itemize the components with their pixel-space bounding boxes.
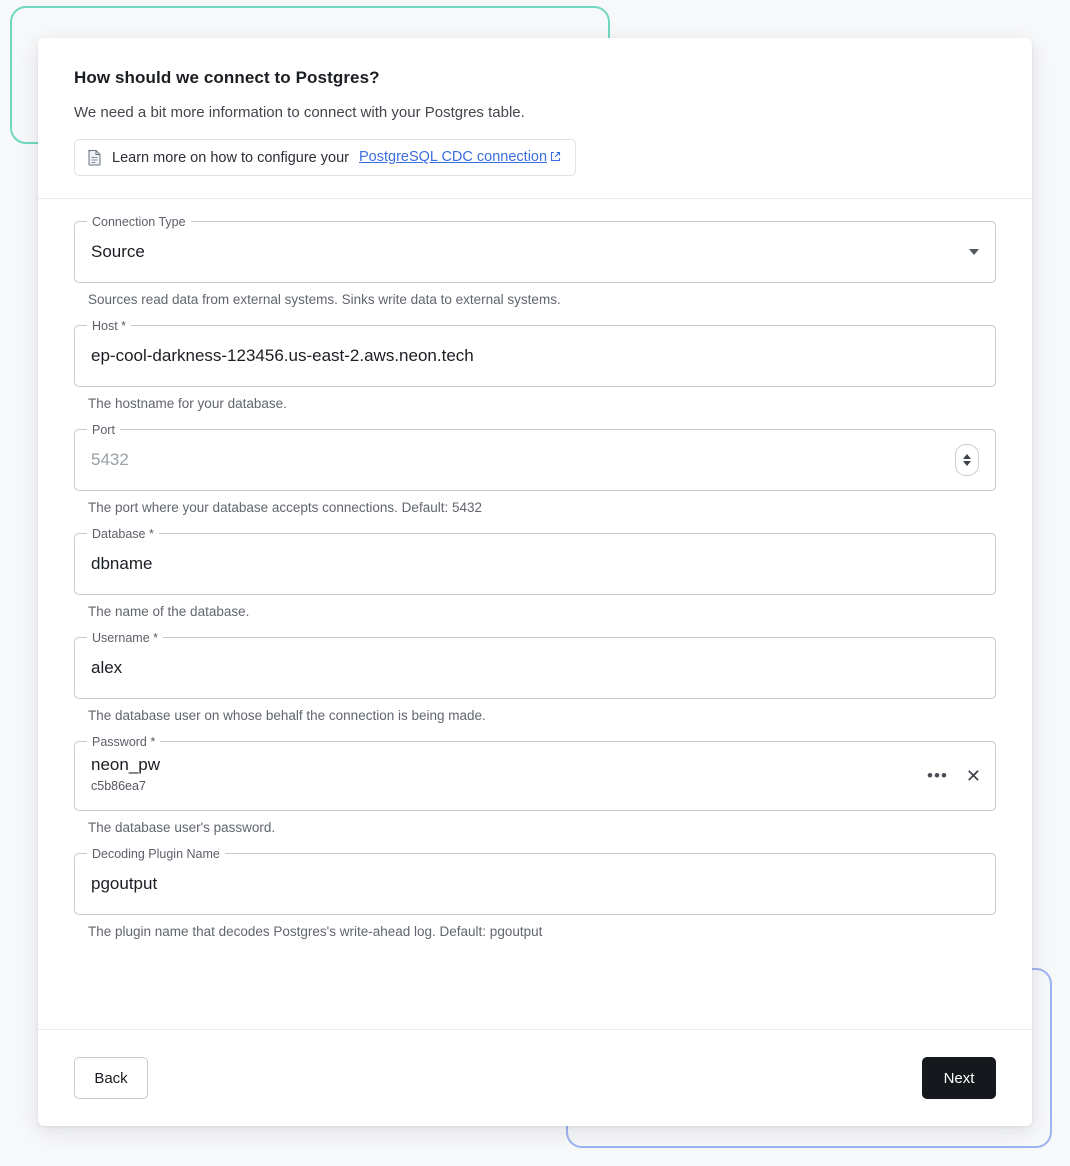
field-username [74, 631, 996, 699]
back-button[interactable]: Back [74, 1057, 148, 1099]
host-label: Host * [87, 318, 131, 334]
postgres-connection-dialog [38, 38, 1032, 1126]
database-label: Database * [87, 526, 159, 542]
connection-type-value: Source [91, 242, 145, 261]
external-link-icon [550, 150, 561, 166]
learn-more-banner[interactable] [74, 139, 576, 176]
decoding-plugin-name-label: Decoding Plugin Name [87, 846, 225, 862]
decoding-plugin-name-help: The plugin name that decodes Postgres's write-ahead log. Default: pgoutput [88, 924, 543, 939]
document-icon [87, 149, 102, 166]
field-database [74, 527, 996, 595]
page-title: How should we connect to Postgres? [74, 68, 380, 87]
dialog-footer [38, 1030, 1032, 1126]
username-input[interactable] [74, 631, 996, 699]
field-password [74, 735, 996, 811]
field-decoding-plugin-name [74, 847, 996, 915]
password-label: Password * [87, 734, 160, 750]
dialog-body [38, 199, 1032, 1030]
field-connection-type [74, 215, 996, 283]
database-value: dbname [91, 554, 153, 573]
username-help: The database user on whose behalf the connection is being made. [88, 708, 486, 723]
chevron-down-icon[interactable] [969, 249, 979, 255]
database-help: The name of the database. [88, 604, 250, 619]
connection-type-label: Connection Type [87, 214, 191, 230]
port-help: The port where your database accepts connections. Default: 5432 [88, 500, 482, 515]
port-label: Port [87, 422, 120, 438]
username-label: Username * [87, 630, 163, 646]
password-help: The database user's password. [88, 820, 276, 835]
password-secondary-value: c5b86ea7 [91, 779, 146, 793]
password-value: neon_pw [91, 755, 161, 774]
connection-type-select[interactable] [74, 215, 996, 283]
stepper-up-icon[interactable] [963, 454, 971, 459]
learn-more-text: Learn more on how to configure your [112, 149, 349, 166]
connection-type-help: Sources read data from external systems. Sinks write data to external systems. [88, 292, 561, 307]
field-host [74, 319, 996, 387]
clear-icon[interactable]: ✕ [965, 766, 981, 786]
field-port [74, 423, 996, 491]
more-options-icon[interactable]: ••• [927, 766, 948, 785]
host-value: ep-cool-darkness-123456.us-east-2.aws.neon.tech [91, 346, 474, 365]
host-help: The hostname for your database. [88, 396, 287, 411]
port-input[interactable] [74, 423, 996, 491]
database-input[interactable] [74, 527, 996, 595]
host-input[interactable] [74, 319, 996, 387]
stepper-down-icon[interactable] [963, 461, 971, 466]
decoding-plugin-name-value: pgoutput [91, 874, 158, 893]
postgres-cdc-link-label: PostgreSQL CDC connection [358, 149, 548, 165]
postgres-cdc-link[interactable] [359, 149, 561, 166]
dialog-header [38, 38, 1032, 199]
password-value-stack [91, 754, 160, 794]
port-placeholder: 5432 [91, 450, 129, 469]
username-value: alex [91, 658, 123, 677]
password-actions [927, 766, 981, 786]
quantity-stepper[interactable] [955, 444, 979, 476]
password-input[interactable] [74, 735, 996, 811]
dialog-subtitle: We need a bit more information to connect with your Postgres table. [74, 104, 525, 121]
next-button[interactable]: Next [922, 1057, 996, 1099]
decoding-plugin-name-input[interactable] [74, 847, 996, 915]
